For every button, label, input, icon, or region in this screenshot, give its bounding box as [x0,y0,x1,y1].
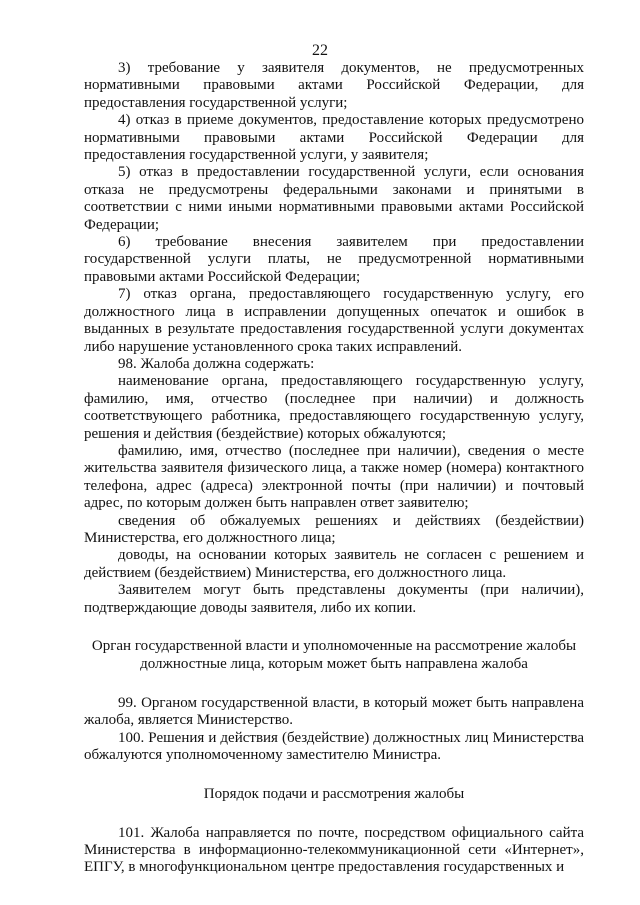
section-heading [84,637,584,673]
section-heading-line: Орган государственной власти и уполномоченные на рассмотрение жалобы [91,638,577,654]
paragraph: 5) отказ в предоставлении государственной услуги, если основания отказа не предусмотрены федеральными законами и принятыми в соответствии с ними иными нормативными правовыми актами Российской Федерации; [84,164,584,233]
paragraph: 3) требование у заявителя документов, не предусмотренных нормативными правовыми актами Российской Федерации, для предоставления государственной услуги; [84,60,584,111]
paragraph: 6) требование внесения заявителем при предоставлении государственной услуги платы, не предусмотренной нормативными правовыми актами Российской Федерации; [84,234,584,285]
section-heading-line: должностные лица, которым может быть направлена жалоба [140,656,528,672]
paragraph: 4) отказ в приеме документов, предоставление которых предусмотрено нормативными правовыми актами Российской Федерации для предоставления государственной услуги, у заявителя; [84,112,584,164]
paragraph: наименование органа, предоставляющего государственную услугу, фамилию, имя, отчество (последнее при наличии) и должность соответствующего работника, предоставляющего государственную услугу, решения и действия (бездействие) которых обжалуются; [84,373,584,442]
paragraph: 7) отказ органа, предоставляющего государственную услугу, его должностного лица в исправлении допущенных опечаток и ошибок в выданных в результате предоставления государственной услуги документах либо нарушение установленного срока таких исправлений. [84,286,584,355]
page-number: 22 [312,42,328,59]
section-heading: Порядок подачи и рассмотрения жалобы [203,785,465,802]
paragraph: Заявителем могут быть представлены документы (при наличии), подтверждающие доводы заявителя, либо их копии. [84,582,584,616]
paragraph: 101. Жалоба направляется по почте, посредством официального сайта Министерства в информационно-телекоммуникационной сети «Интернет», ЕПГУ, в многофункциональном центре предоставления государственных и [84,824,584,876]
paragraph: доводы, на основании которых заявитель не согласен с решением и действием (бездействием) Министерства, его должностного лица. [84,547,584,581]
paragraph: 100. Решения и действия (бездействие) должностных лиц Министерства обжалуются уполномоченному заместителю Министра. [84,729,584,764]
paragraph: 99. Органом государственной власти, в который может быть направлена жалоба, является Министерство. [84,695,584,729]
document-body [84,60,584,877]
paragraph: 98. Жалоба должна содержать: [118,355,315,372]
paragraph: сведения об обжалуемых решениях и действиях (бездействии) Министерства, его должностного лица; [84,512,584,546]
paragraph: фамилию, имя, отчество (последнее при наличии), сведения о месте жительства заявителя физического лица, а также номер (номера) контактного телефона, адрес (адреса) электронной почты (при наличии) и почтовый адрес, по которым должен быть направлен ответ заявителю; [84,442,584,512]
